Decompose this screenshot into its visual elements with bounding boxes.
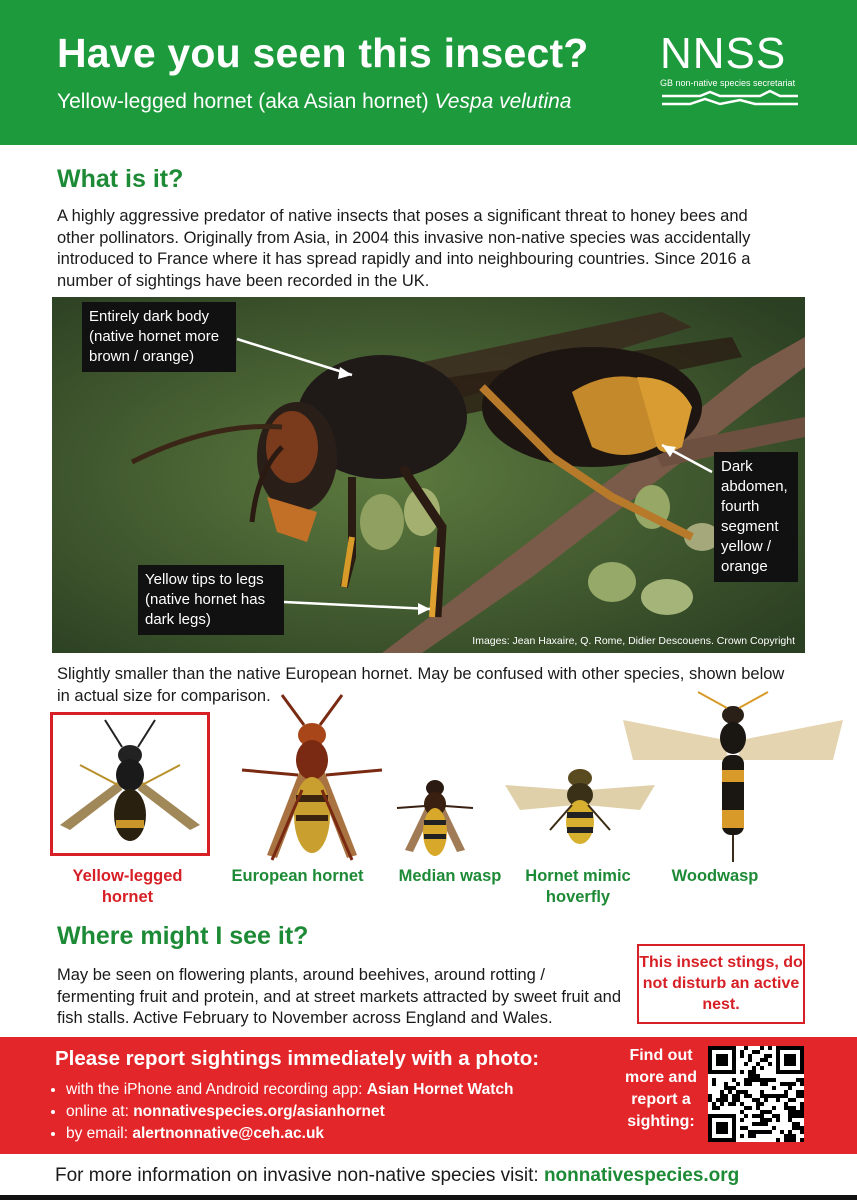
logo-wave-icon [660,88,800,110]
subtitle-common-name: Yellow-legged hornet (aka Asian hornet) [57,90,429,113]
species-label-woodwasp: Woodwasp [671,867,759,885]
report-method-email: • by email: alertnonnative@ceh.ac.uk [66,1123,513,1145]
species-illustrations [50,690,850,865]
species-label-european-hornet: European hornet [231,867,364,885]
app-name[interactable]: Asian Hornet Watch [366,1081,514,1098]
comparison-intro: Slightly smaller than the native European hornet. May be confused with other species, shown below in actual size for comparison. [57,665,785,705]
what-body: A highly aggressive predator of native insects that poses a significant threat to honey bees and other pollinators. Originally from Asia, in 2004 this invasive non-native species was accidentally introduced to France where it has spread rapidly and into neighbouring countries. Since 2016 a number of sightings have been recorded in the UK. [57,207,751,290]
callout-yellow-legs: Yellow tips to legs (native hornet has dark legs) [138,565,284,635]
report-method-online: • online at: nonnativespecies.org/asianhornet [66,1101,513,1123]
nnss-logo [660,29,810,122]
photo-credit: Images: Jean Haxaire, Q. Rome, Didier Descouens. Crown Copyright [472,635,795,647]
subtitle-latin-name: Vespa velutina [434,90,572,113]
woodwasp-icon [623,692,843,862]
page-subtitle [57,90,571,114]
where-body: May be seen on flowering plants, around beehives, around rotting / fermenting fruit and protein, and at street markets attracted by sweet fruit and fish stalls. Active February to November across England and Wales. [57,966,622,1027]
report-url-link[interactable]: nonnativespecies.org/asianhornet [133,1103,385,1120]
report-method-app: • with the iPhone and Android recording app: Asian Hornet Watch [66,1079,513,1101]
report-email-link[interactable]: alertnonnative@ceh.ac.uk [132,1125,325,1142]
callout-abdomen: Dark abdomen, fourth segment yellow / orange [714,452,798,582]
footer-link[interactable]: nonnativespecies.org [543,1165,740,1186]
qr-code[interactable] [708,1046,804,1142]
bottom-bar [0,1195,857,1200]
species-label-hoverfly: Hornet mimic hoverfly [525,867,631,906]
qr-code-icon [708,1046,804,1142]
header-banner [0,0,857,145]
hornet-mimic-hoverfly-icon [505,769,655,844]
logo-tagline: GB non-native species secretariat [660,78,796,88]
logo-text: NNSS [660,29,787,78]
report-banner [0,1037,857,1154]
hornet-photo [52,297,805,653]
where-heading: Where might I see it? [57,922,309,950]
footer-text: For more information on invasive non-native species visit: nonnativespecies.org [55,1165,740,1186]
callout-dark-body: Entirely dark body (native hornet more brown / orange) [82,302,236,372]
european-hornet-icon [242,695,382,860]
find-out-cta: Find out more and report a sighting: [624,1047,697,1130]
species-label-median-wasp: Median wasp [398,867,502,885]
median-wasp-icon [397,780,473,856]
sting-warning-box: This insect stings, do not disturb an active nest. [637,944,805,1024]
report-methods-list [48,1079,513,1145]
page-title: Have you seen this insect? [57,30,589,76]
what-heading: What is it? [57,165,184,193]
yellow-legged-hornet-icon [60,720,200,841]
species-label-yellow-legged-hornet: Yellow-legged hornet [72,867,183,906]
report-title: Please report sightings immediately with a photo: [55,1047,540,1070]
